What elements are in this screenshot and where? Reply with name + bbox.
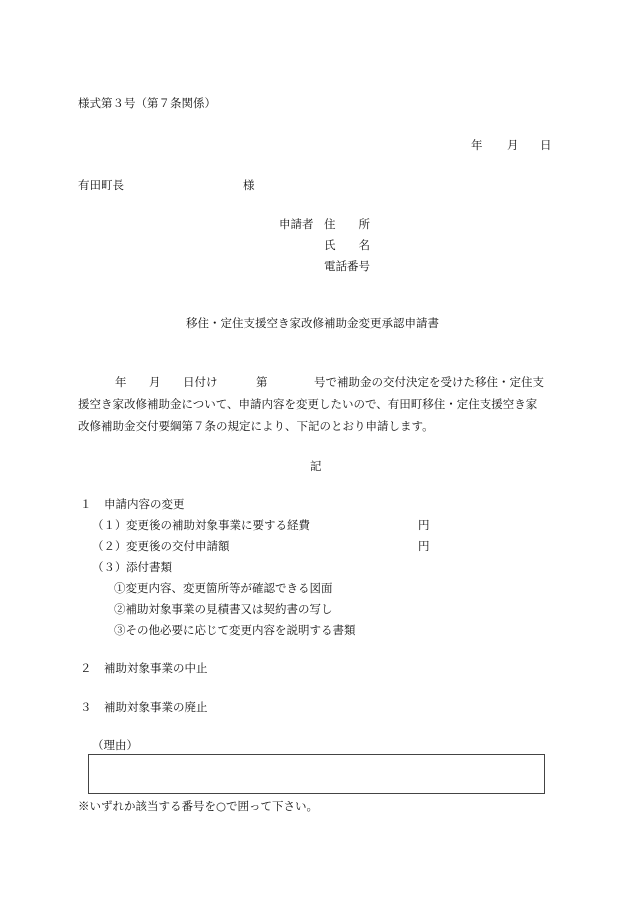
date-year: 年 — [471, 138, 483, 152]
date-day: 日 — [540, 138, 552, 152]
attachment-doc-2: ②補助対象事業の見積書又は契約書の写し — [114, 602, 333, 616]
body-no-prefix: 第 — [256, 375, 268, 389]
date-month: 月 — [507, 138, 519, 152]
applicant-name-label: 氏 名 — [324, 238, 370, 252]
item1-sub1-number: （１） — [92, 518, 127, 532]
addressee-name: 有田町長 — [78, 178, 124, 192]
body-line2: 援空き家改修補助金について、申請内容を変更したいので、有田町移住・定住支援空き家 — [78, 397, 538, 411]
item1-sub2-label: 変更後の交付申請額 — [126, 539, 230, 553]
item1-sub3-label: 添付書類 — [126, 560, 172, 574]
applicant-label: 申請者 — [279, 217, 314, 231]
item1-sub1-unit: 円 — [418, 518, 430, 532]
item1-sub3-number: （３） — [92, 560, 127, 574]
item1-sub2-number: （２） — [92, 539, 127, 553]
document-title: 移住・定住支援空き家改修補助金変更承認申請書 — [186, 316, 439, 330]
body-line3: 改修補助金交付要綱第７条の規定により、下記のとおり申請します。 — [78, 419, 434, 433]
item1-number: １ — [80, 497, 92, 511]
attachment-doc-3: ③その他必要に応じて変更内容を説明する書類 — [114, 623, 356, 637]
item1-sub1-label: 変更後の補助対象事業に要する経費 — [126, 518, 310, 532]
attachment-doc-1: ①変更内容、変更箇所等が確認できる図面 — [114, 581, 333, 595]
body-month: 月 — [149, 375, 161, 389]
item1-label: 申請内容の変更 — [104, 497, 185, 511]
addressee-honorific: 様 — [243, 178, 255, 192]
item3-label: 補助対象事業の廃止 — [104, 700, 208, 714]
item2-label: 補助対象事業の中止 — [104, 661, 208, 675]
form-number: 様式第３号（第７条関係） — [78, 96, 216, 110]
item2-number: ２ — [80, 661, 92, 675]
item1-sub2-unit: 円 — [418, 539, 430, 553]
reason-label: （理由） — [92, 738, 138, 752]
item3-number: ３ — [80, 700, 92, 714]
body-year: 年 — [115, 375, 127, 389]
applicant-phone-label: 電話番号 — [324, 259, 370, 273]
footnote: ※いずれか該当する番号を○で囲って下さい。 — [78, 799, 319, 813]
reason-box[interactable] — [88, 754, 545, 794]
applicant-address-label: 住 所 — [324, 217, 370, 231]
body-day-suffix: 日付け — [183, 375, 218, 389]
ki-heading: 記 — [310, 459, 322, 473]
body-line1-rest: 号で補助金の交付決定を受けた移住・定住支 — [314, 375, 544, 389]
